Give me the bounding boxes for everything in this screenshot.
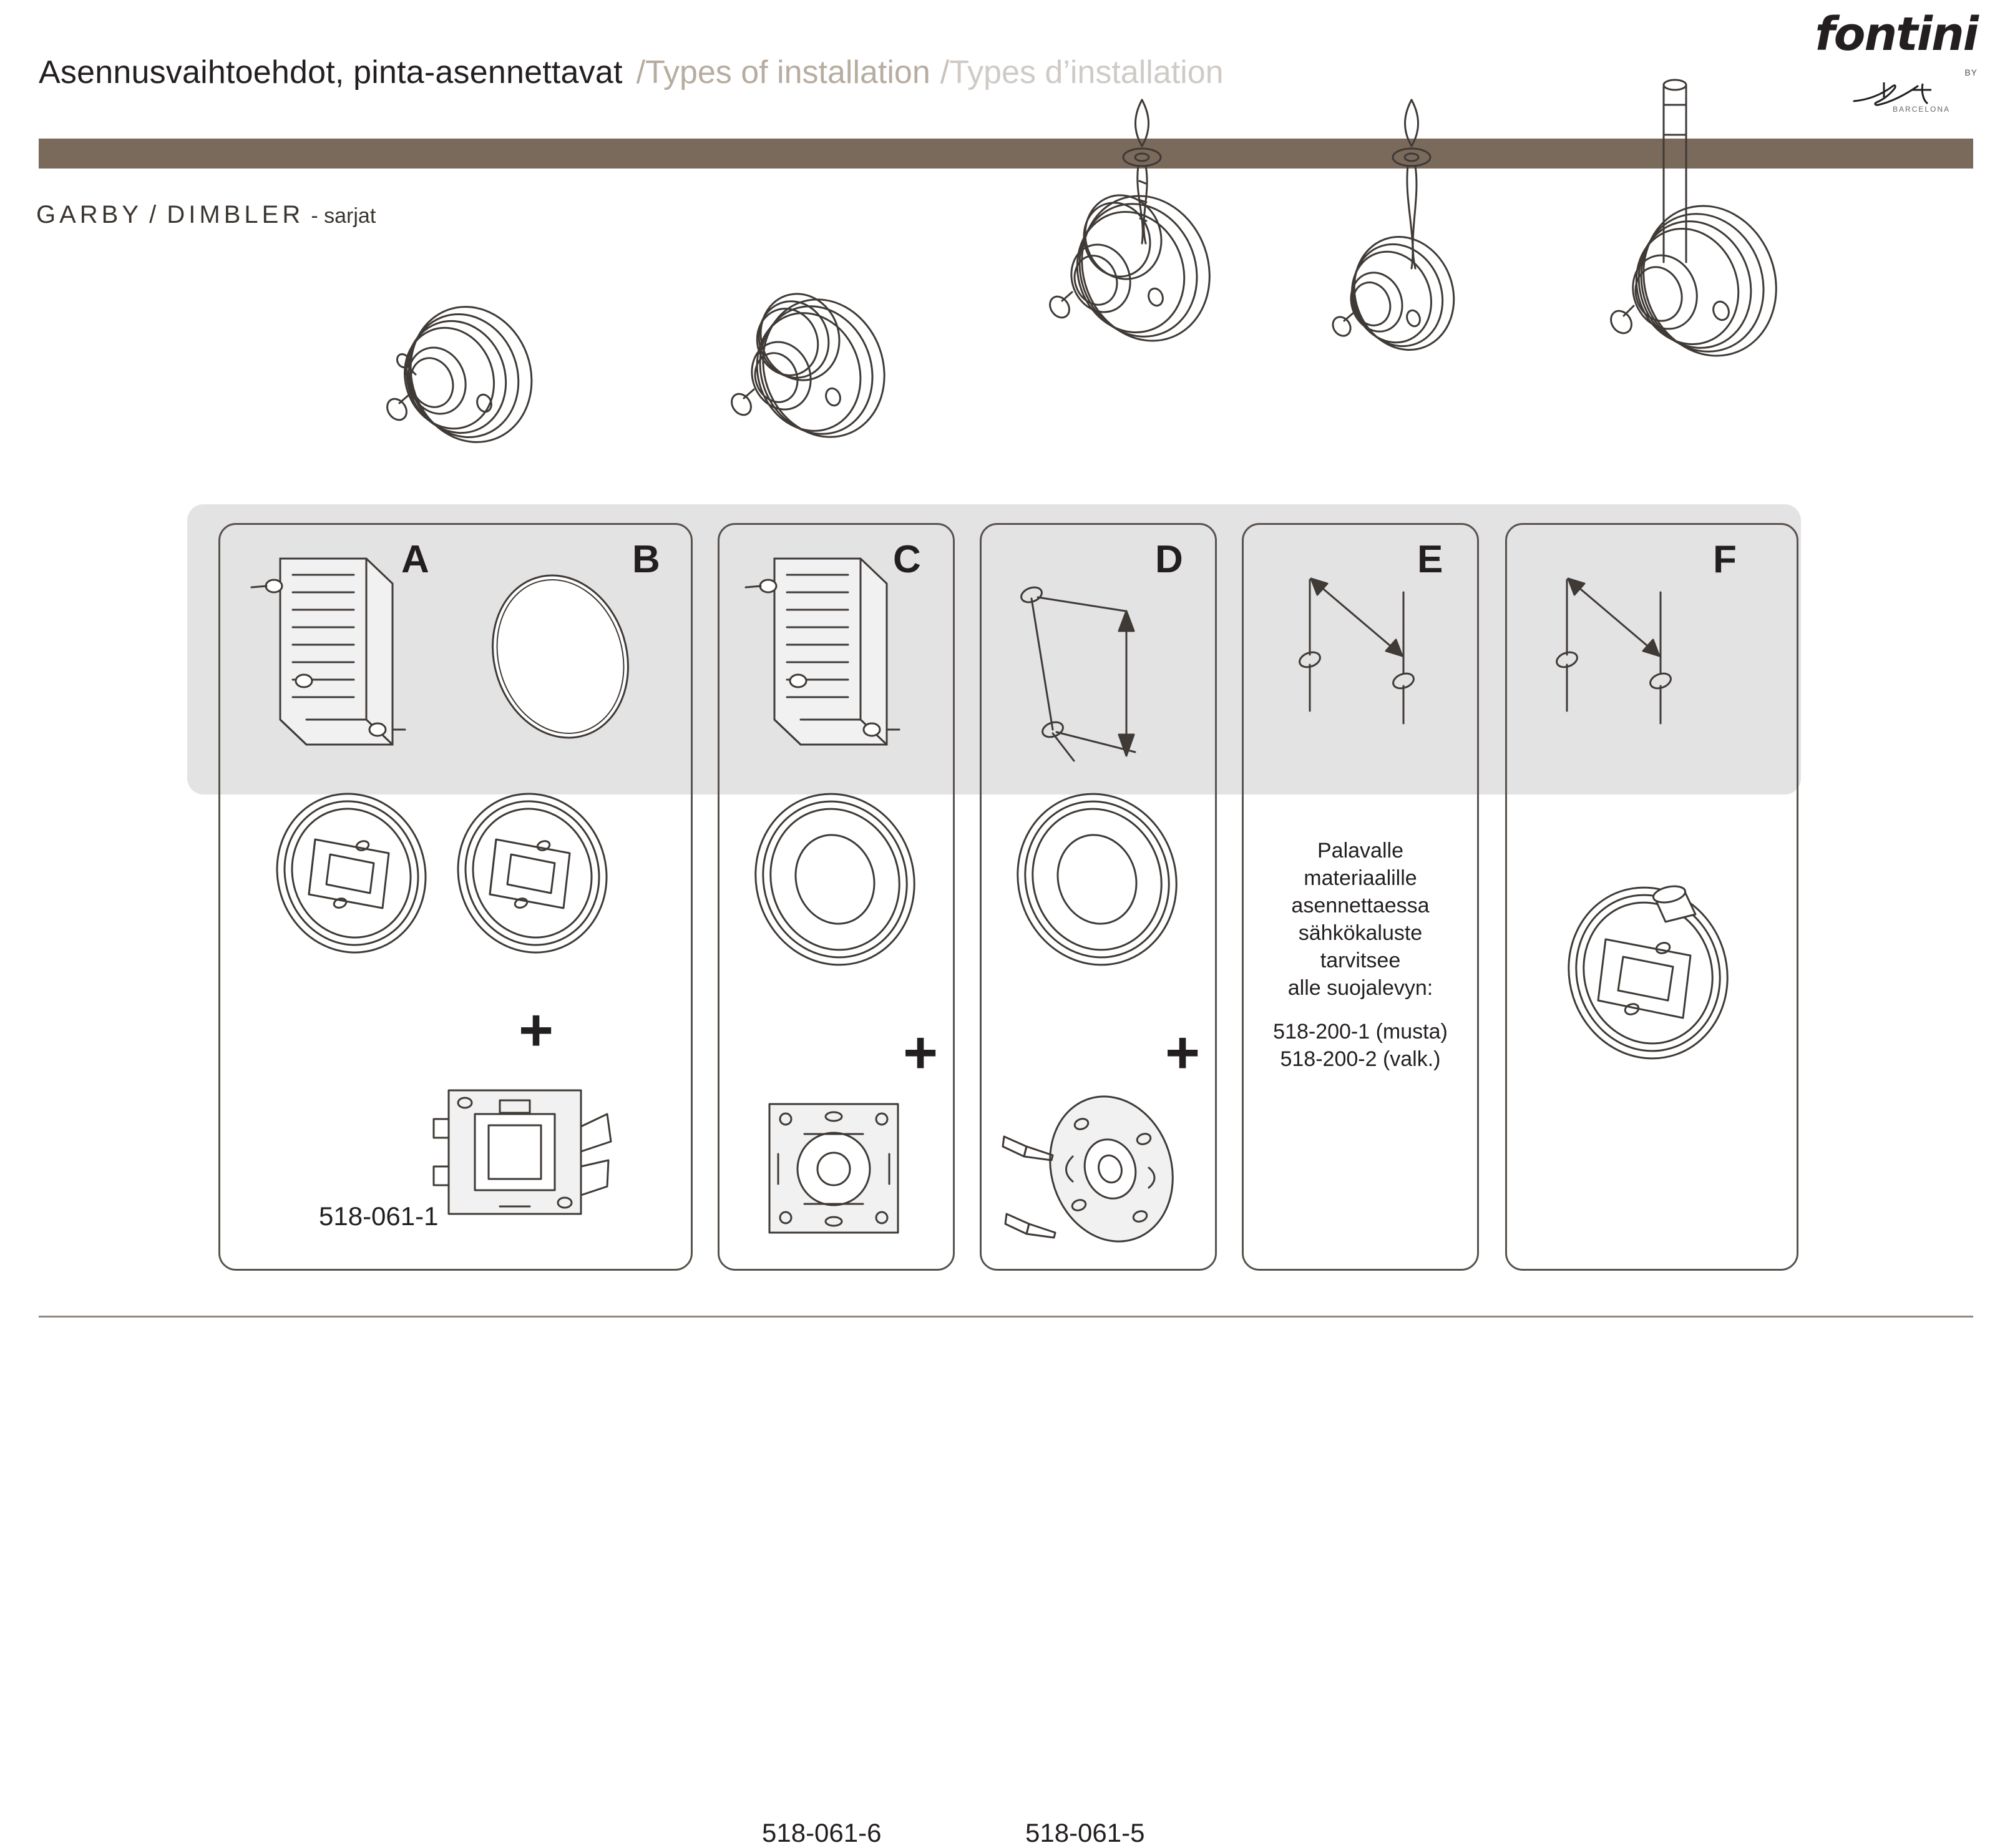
note-line-3: asennettaessa [1291,894,1430,917]
series-garby: GARBY [36,201,143,228]
plus-sign-c: + [903,1019,939,1086]
note-line-2: materiaalille [1304,866,1417,890]
card-f [1505,523,1798,1271]
note-code-2: 518-200-2 (valk.) [1280,1047,1441,1071]
round-ring-icon-c [738,786,932,973]
card-letter-b: B [632,538,660,581]
screw-spacing-diagonal-icon-e [1281,567,1456,742]
card-d [980,523,1217,1847]
note-line-4: sähkökaluste [1298,921,1423,945]
title-finnish: Asennusvaihtoehdot, pinta-asennettavat [39,54,623,90]
round-base-with-tube-inlet-icon [1532,837,1769,1074]
card-letter-d: D [1155,538,1183,581]
series-suffix: - sarjat [311,204,376,228]
card-d-code: 518-061-5 [1025,1818,1145,1847]
note-line-1: Palavalle [1317,839,1403,863]
round-mounting-plate-with-screws-icon [999,1087,1193,1255]
title-french: Types d’installation [949,54,1224,90]
brand-by-label: BY [1964,67,1978,77]
series-dimbler: DIMBLER [167,201,305,228]
card-c-code: 518-061-6 [762,1818,882,1847]
title-english: Types of installation [645,54,930,90]
card-ab [218,523,693,1271]
footer-divider [39,1316,1973,1318]
note-code-1: 518-200-1 (musta) [1273,1020,1448,1044]
card-e-note [1244,837,1477,1073]
brand-wordmark: fontini [1815,7,1978,61]
card-letter-e: E [1417,538,1443,581]
card-letter-a: A [401,538,429,581]
series-slash: / [149,201,160,228]
card-e [1242,523,1479,1271]
title-separator-1: / [636,54,646,90]
card-letter-f: F [1713,538,1737,581]
note-line-5: tarvitsee [1320,949,1401,972]
mounting-box-bracket-icon-c [738,542,907,773]
brand-location-label: BARCELONA [1892,105,1950,114]
screw-spacing-dimension-icon [1007,574,1194,773]
oval-gasket-icon [482,566,638,747]
card-letter-c: C [893,538,921,581]
round-base-left-icon [258,780,445,967]
square-mounting-plate-icon [756,1092,924,1248]
screw-spacing-diagonal-icon-f [1538,567,1713,742]
card-c [718,523,955,1847]
card-ab-code: 518-061-1 [319,1201,439,1231]
plus-sign-d: + [1165,1019,1201,1086]
round-base-right-icon [439,780,626,967]
mounting-box-bracket-icon [244,542,412,773]
note-line-6: alle suojalevyn: [1287,976,1433,1000]
title-separator-2: / [940,54,950,90]
round-ring-icon-d [1000,786,1194,973]
plus-sign-ab: + [519,997,554,1063]
metal-mounting-frame-icon [426,1073,626,1235]
